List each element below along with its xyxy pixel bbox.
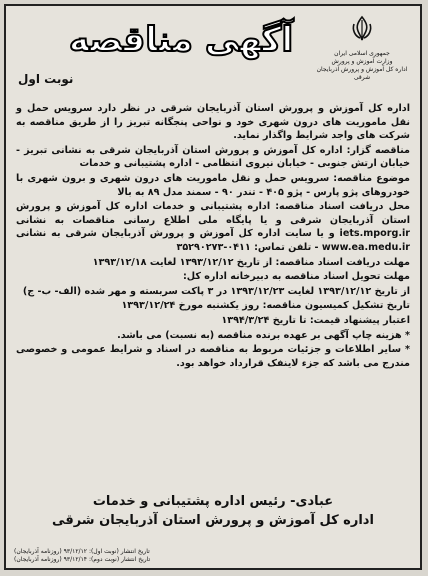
org-line-3: اداره کل آموزش و پرورش آذربایجان شرقی — [316, 66, 408, 81]
publication-date-2: تاریخ انتشار (نوبت دوم): ۹۳/۱۲/۱۴ (روزنامه آذربایجان) — [14, 556, 151, 563]
signature-block — [16, 493, 410, 531]
submit-deadline-heading: مهلت تحویل اسناد مناقصه به دبیرخانه اداره کل: — [182, 271, 410, 283]
tender-notice — [4, 4, 422, 570]
iets-link[interactable]: iets.mporg.ir — [339, 228, 410, 240]
publication-round: نوبت اول — [18, 72, 74, 86]
phone-text: - تلفن تماس: ۰۴۱۱-۳۵۲۹۰۲۷۳ — [176, 241, 319, 253]
org-line-2: وزارت آموزش و پرورش — [331, 58, 393, 65]
documents-location-paragraph — [16, 200, 410, 254]
publication-date-1: تاریخ انتشار (نوبت اول): ۹۳/۱۲/۱۲ (روزنامه آذربایجان) — [14, 548, 150, 555]
other-info-paragraph: * سایر اطلاعات و جزئیات مربوط به مناقصه در اسناد و شرایط عمومی و خصوصی مندرج می باشد که جزء لاینفک قرارداد خواهد بود. — [16, 344, 410, 369]
iran-emblem-icon — [347, 14, 377, 44]
tenderer-paragraph: مناقصه گزار: اداره کل آموزش و پرورش استان آذربایجان شرقی به نشانی تبریز - خیابان ارتش جنوبی - خیابان نیروی انتظامی - اداره پشتیبانی و خدمات — [16, 144, 410, 170]
bid-validity-paragraph: اعتبار پیشنهاد قیمت: تا تاریخ ۱۳۹۴/۳/۲۴ — [221, 314, 410, 326]
medu-link[interactable]: www.ea.medu.ir — [321, 241, 410, 253]
cost-note-paragraph: * هزینه چاپ آگهی بر عهده برنده مناقصه (به نسبت) می باشد. — [117, 329, 410, 341]
submit-deadline-paragraph: از تاریخ ۱۳۹۳/۱۲/۱۲ لغایت ۱۳۹۳/۱۲/۲۳ در ۳ پاکت سربسته و مهر شده (الف- ب- ج) — [22, 285, 410, 297]
notice-body — [16, 102, 410, 371]
org-line-1: جمهوری اسلامی ایران — [334, 50, 390, 57]
notice-title: آگهی مناقصه — [68, 20, 294, 60]
intro-paragraph: اداره کل آموزش و پرورش استان آذربایجان شرقی در نظر دارد سرویس حمل و نقل ماموریت های درون شهری خود و نواحی پنجگانه تبریز را از طریق مناقصه به شرکت های واجد شرایط واگذار نماید. — [16, 103, 410, 142]
documents-location-text-2: و یا سایت اداره کل آموزش و پرورش آذربایجان شرقی به نشانی — [16, 228, 335, 240]
documents-location-text: محل دریافت اسناد مناقصه: اداره پشتیبانی و خدمات اداره کل آموزش و پرورش استان آذربایجان شرقی و یا پایگاه ملی اطلاع رسانی مناقصات به نشانی — [16, 201, 410, 226]
signature-line-1: عبادی- رئیس اداره پشتیبانی و خدمات — [92, 494, 334, 509]
publication-dates — [14, 548, 150, 564]
organization-block — [316, 14, 408, 82]
notice-header — [6, 6, 420, 98]
commission-date-paragraph: تاریخ تشکیل کمیسیون مناقصه: روز یکشنبه مورخ ۱۳۹۳/۱۲/۲۴ — [121, 300, 410, 312]
signature-line-2: اداره کل آموزش و پرورش استان آذربایجان شرقی — [52, 513, 374, 528]
subject-paragraph: موضوع مناقصه: سرویس حمل و نقل ماموریت های درون شهری و برون شهری با خودروهای پژو پارس - پژو ۴۰۵ - تندر ۹۰ - سمند مدل ۸۹ به بالا — [16, 172, 410, 198]
receive-deadline-paragraph: مهلت دریافت اسناد مناقصه: از تاریخ ۱۳۹۳/۱۲/۱۲ لغایت ۱۳۹۳/۱۲/۱۸ — [92, 256, 410, 268]
